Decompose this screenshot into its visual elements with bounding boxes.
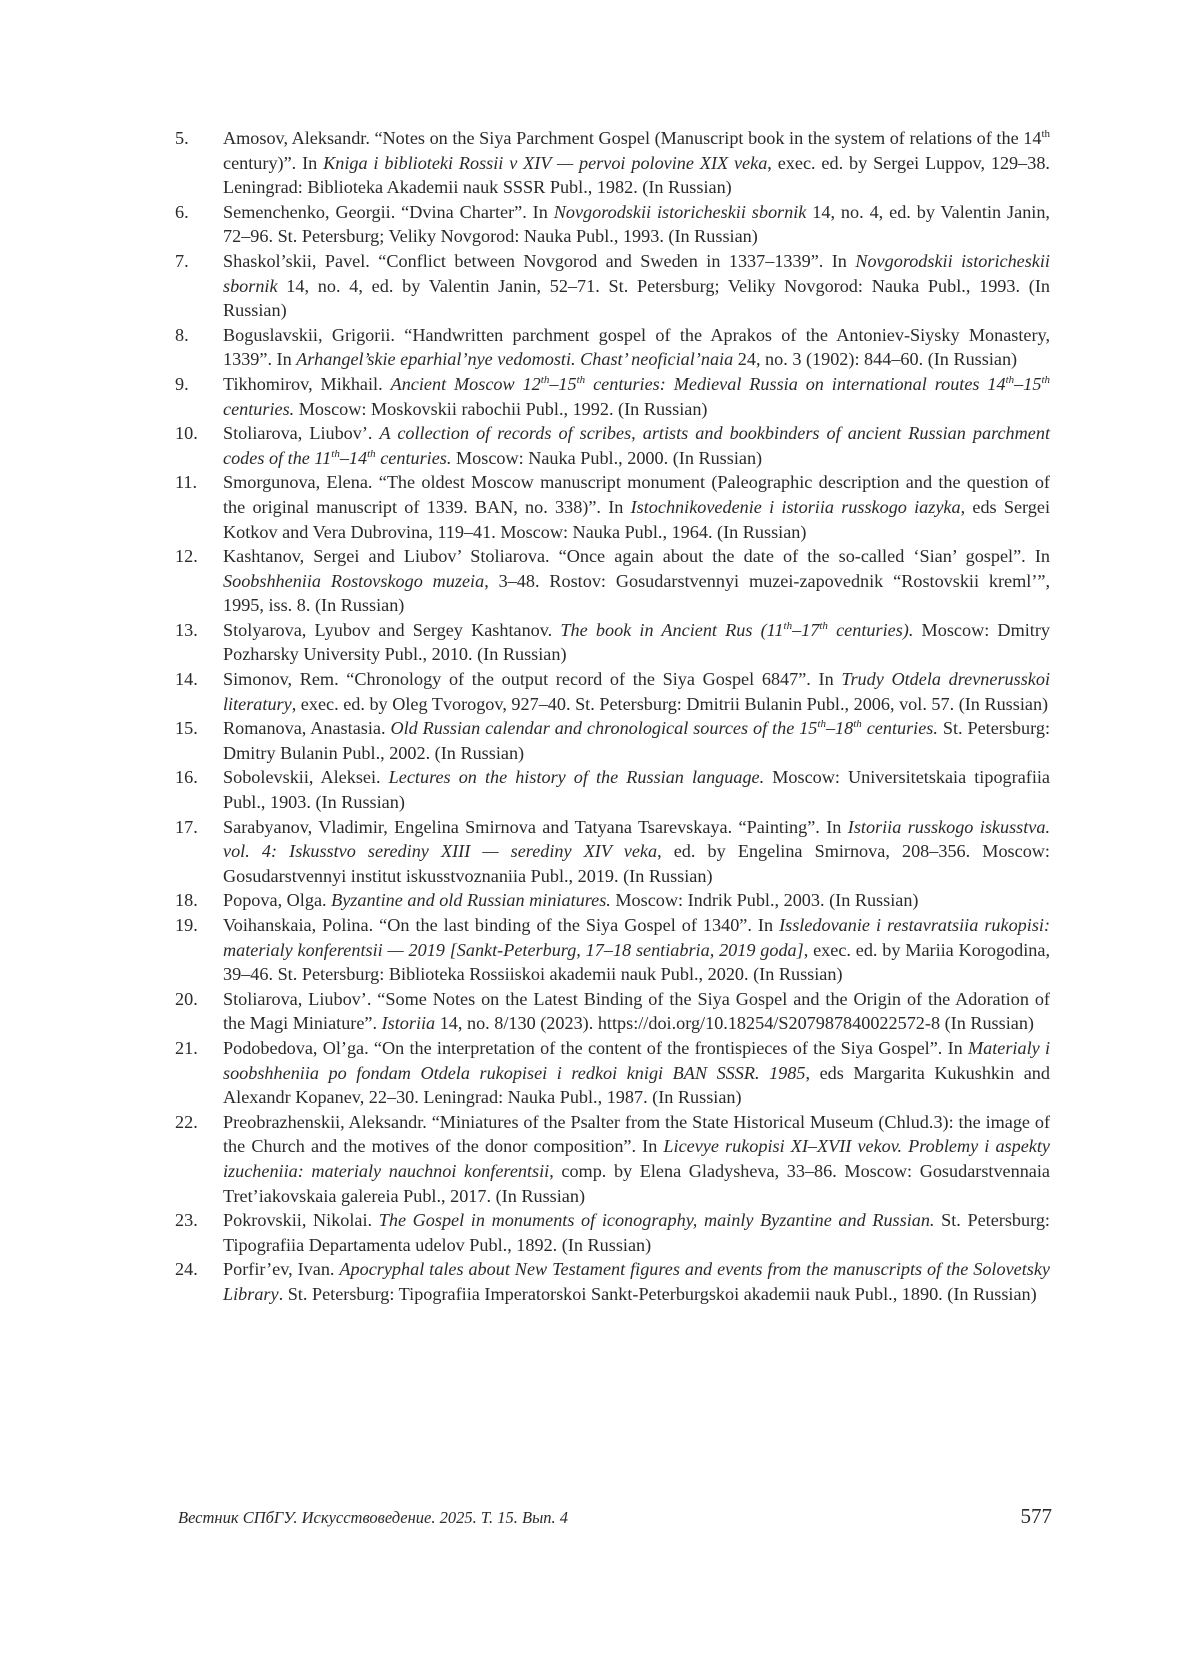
text-segment: Sarabyanov, Vladimir, Engelina Smirnova and Tatyana Tsarevskaya. “Painting”. In xyxy=(223,816,848,837)
reference-text xyxy=(223,1257,1050,1306)
text-segment: Stoliarova, Liubov’. xyxy=(223,423,380,444)
italic-title: The book in Ancient Rus (11 xyxy=(560,619,784,640)
reference-item xyxy=(175,1110,1050,1208)
superscript-text: th xyxy=(331,447,340,460)
reference-item xyxy=(175,1257,1050,1306)
italic-title: –15 xyxy=(549,373,577,394)
text-segment: Smorgunova, Elena. “The oldest Moscow manuscript monument (Paleographic description and the question of the original manuscript of 1339. BAN, no. 338)”. In xyxy=(223,472,1050,517)
reference-text xyxy=(223,200,1050,249)
italic-title: Licevye rukopisi XI–XVII vekov. Problemy i aspekty izucheniia: materialy nauchnoi konferentsii xyxy=(223,1136,1050,1181)
italic-title: –15 xyxy=(1014,373,1042,394)
superscript xyxy=(331,448,340,460)
text-segment: Moscow: Nauka Publ., 2000. (In Russian) xyxy=(451,447,763,468)
superscript-text: th xyxy=(819,619,828,632)
reference-item xyxy=(175,421,1050,470)
reference-number: 17. xyxy=(175,816,198,837)
reference-item xyxy=(175,888,1050,913)
superscript-text: th xyxy=(783,619,793,632)
reference-item xyxy=(175,470,1050,544)
text-segment: St. Petersburg: Dmitry Bulanin Publ., 2002. (In Russian) xyxy=(223,718,1050,763)
reference-item xyxy=(175,765,1050,814)
text-segment: Podobedova, Ol’ga. “On the interpretation of the content of the frontispieces of the Siya Gospel”. In xyxy=(223,1037,968,1058)
reference-item xyxy=(175,544,1050,618)
reference-item xyxy=(175,323,1050,372)
reference-text xyxy=(223,618,1050,667)
superscript-text: th xyxy=(853,718,862,731)
reference-text xyxy=(223,544,1050,618)
italic-title: Issledovanie i restavratsiia rukopisi: materialy konferentsii — 2019 [Sankt-Peterburg, 17–18 sentiabria, 2019 goda] xyxy=(223,915,1051,960)
italic-title: centuries. xyxy=(861,718,938,739)
reference-text xyxy=(223,888,1050,913)
text-segment: 14, no. 4, ed. by Valentin Janin, 72–96. St. Petersburg; Veliky Novgorod: Nauka Publ., 1993. (In Russian) xyxy=(223,201,1050,247)
text-segment: 14, no. 4, ed. by Valentin Janin, 52–71. St. Petersburg; Veliky Novgorod: Nauka Publ., 1993. (In Russian) xyxy=(223,275,1050,321)
reference-number: 20. xyxy=(175,988,198,1009)
italic-title: Lectures on the history of the Russian language. xyxy=(388,767,765,788)
italic-title: centuries). xyxy=(827,619,914,640)
text-segment: Sobolevskii, Aleksei. xyxy=(223,767,389,788)
reference-number: 8. xyxy=(175,324,189,345)
reference-number: 24. xyxy=(175,1259,198,1280)
reference-number: 18. xyxy=(175,890,198,911)
superscript xyxy=(577,374,586,386)
italic-title: Istoriia russkogo iskusstva. vol. 4: Iskusstvo serediny XIII — serediny XIV veka xyxy=(223,816,1050,862)
text-segment: , comp. by Elena Gladysheva, 33–86. Moscow: Gosudarstvennaia Tret’iakovskaia galereia Publ., 2017. (In Russian) xyxy=(223,1160,1051,1206)
reference-text xyxy=(223,667,1050,716)
text-segment: , eds Margarita Kukushkin and Alexandr Kopanev, 22–30. Leningrad: Nauka Publ., 1987. (In Russian) xyxy=(223,1062,1050,1108)
reference-number: 9. xyxy=(175,373,189,394)
text-segment: , eds Sergei Kotkov and Vera Dubrovina, 119–41. Moscow: Nauka Publ., 1964. (In Russian) xyxy=(223,496,1050,542)
reference-item xyxy=(175,913,1050,987)
superscript xyxy=(853,718,862,730)
italic-title: Old Russian calendar and chronological sources of the 15 xyxy=(390,718,818,739)
italic-title: Arhangel’skie eparhial’nye vedomosti. Chast’ neoficial’naia xyxy=(296,349,734,370)
reference-number: 13. xyxy=(175,619,198,640)
reference-number: 21. xyxy=(175,1037,198,1058)
text-segment: Moscow: Dmitry Pozharsky University Publ., 2010. (In Russian) xyxy=(223,619,1050,665)
reference-item xyxy=(175,1208,1050,1257)
text-segment: Voihanskaia, Polina. “On the last binding of the Siya Gospel of 1340”. In xyxy=(223,915,780,935)
reference-text xyxy=(223,1208,1050,1257)
italic-title: Kniga i biblioteki Rossii v XIV — pervoi polovine XIX veka xyxy=(323,152,768,173)
text-segment: Popova, Olga. xyxy=(223,890,332,911)
reference-number: 5. xyxy=(175,128,189,148)
reference-text xyxy=(223,470,1050,544)
italic-title: –14 xyxy=(339,447,368,468)
reference-text xyxy=(223,815,1050,889)
reference-text xyxy=(223,323,1050,372)
text-segment: Porfir’ev, Ivan. xyxy=(223,1259,340,1280)
text-segment: 24, no. 3 (1902): 844–60. (In Russian) xyxy=(733,349,1018,370)
italic-title: Apocryphal tales about New Testament figures and events from the manuscripts of the Solovetsky Library xyxy=(223,1259,1050,1304)
reference-text xyxy=(223,126,1050,200)
reference-number: 22. xyxy=(175,1111,198,1132)
text-segment: , ed. by Engelina Smirnova, 208–356. Moscow: Gosudarstvennyi institut iskusstvoznaniia Publ., 2019. (In Russian) xyxy=(223,841,1050,886)
superscript xyxy=(1041,374,1050,386)
italic-title: Soobshheniia Rostovskogo muzeia xyxy=(223,570,485,591)
text-segment: Moscow: Indrik Publ., 2003. (In Russian) xyxy=(610,890,919,911)
superscript-text: th xyxy=(576,373,586,386)
reference-number: 6. xyxy=(175,201,189,222)
text-segment: Pokrovskii, Nikolai. xyxy=(223,1210,379,1231)
superscript-text: th xyxy=(540,373,550,386)
superscript-text: th xyxy=(367,447,376,460)
italic-title: A collection of records of scribes, artists and bookbinders of ancient Russian parchment codes of the 11 xyxy=(223,423,1050,468)
reference-item xyxy=(175,126,1050,200)
superscript-text: th xyxy=(1041,127,1050,140)
text-segment: Shaskol’skii, Pavel. “Conflict between Novgorod and Sweden in 1337–1339”. In xyxy=(223,250,856,271)
reference-number: 15. xyxy=(175,718,198,739)
reference-number: 14. xyxy=(175,669,198,690)
text-segment: Tikhomirov, Mikhail. xyxy=(223,373,391,394)
italic-title: centuries: Medieval Russia on international routes 14 xyxy=(585,373,1006,394)
text-segment: Romanova, Anastasia. xyxy=(223,718,391,739)
reference-item xyxy=(175,815,1050,889)
italic-title: Materialy i soobshheniia po fondam Otdela rukopisei i redkoi knigi BAN SSSR. 1985 xyxy=(223,1037,1050,1083)
text-segment: Moscow: Moskovskii rabochii Publ., 1992. (In Russian) xyxy=(294,398,708,419)
reference-text xyxy=(223,987,1050,1036)
reference-text xyxy=(223,1036,1050,1110)
italic-title: centuries. xyxy=(375,447,452,468)
reference-text xyxy=(223,1110,1050,1208)
superscript xyxy=(819,620,828,632)
text-segment: century)”. In xyxy=(223,152,324,173)
italic-title: Trudy Otdela drevnerusskoi literatury xyxy=(223,669,1050,714)
reference-text xyxy=(223,421,1050,470)
italic-title: –18 xyxy=(825,718,854,739)
text-segment: , exec. ed. by Sergei Luppov, 129–38. Leningrad: Biblioteka Akademii nauk SSSR Publ., 1982. (In Russian) xyxy=(223,152,1050,198)
text-segment: Moscow: Universitetskaia tipografiia Publ., 1903. (In Russian) xyxy=(223,767,1050,813)
text-segment: 14, no. 8/130 (2023). https://doi.org/10.18254/S207987840022572-8 (In Russian) xyxy=(435,1013,1034,1034)
page-number: 577 xyxy=(1020,1504,1052,1528)
superscript-text: th xyxy=(1005,373,1015,386)
reference-number: 10. xyxy=(175,423,198,444)
reference-text xyxy=(223,716,1050,765)
italic-title: Novgorodskii istoricheskii sbornik xyxy=(223,250,1050,296)
text-segment: , exec. ed. by Mariia Korogodina, 39–46. St. Petersburg: Biblioteka Rossiiskoi akademii nauk Publ., 2020. (In Russian) xyxy=(223,939,1050,985)
reference-list-page xyxy=(175,126,1050,1307)
journal-running-title: Вестник СПбГУ. Искусствоведение. 2025. Т. 15. Вып. 4 xyxy=(178,1508,569,1527)
italic-title: The Gospel in monuments of iconography, mainly Byzantine and Russian. xyxy=(378,1210,935,1231)
text-segment: , 3–48. Rostov: Gosudarstvennyi muzei-zapovednik “Rostovskii kreml’”, 1995, iss. 8. (In Russian) xyxy=(223,570,1050,616)
reference-item xyxy=(175,987,1050,1036)
text-segment: St. Petersburg: Tipografiia Departamenta udelov Publ., 1892. (In Russian) xyxy=(223,1210,1050,1255)
text-segment: Semenchenko, Georgii. “Dvina Charter”. In xyxy=(223,201,554,222)
superscript-text: th xyxy=(817,718,826,731)
reference-number: 23. xyxy=(175,1210,198,1231)
italic-title: –17 xyxy=(792,619,820,640)
reference-number: 11. xyxy=(175,472,198,493)
text-segment: Simonov, Rem. “Chronology of the output record of the Siya Gospel 6847”. In xyxy=(223,669,842,690)
italic-title: Istoriia xyxy=(381,1013,436,1034)
reference-item xyxy=(175,1036,1050,1110)
superscript-text: th xyxy=(1041,373,1050,386)
text-segment: Stoliarova, Liubov’. “Some Notes on the Latest Binding of the Siya Gospel and the Origin of the Adoration of the Magi Miniature”. xyxy=(223,988,1050,1034)
italic-title: centuries. xyxy=(223,398,295,419)
superscript xyxy=(784,620,793,632)
reference-list xyxy=(175,126,1050,1307)
reference-item xyxy=(175,716,1050,765)
text-segment: . St. Petersburg: Tipografiia Imperatorskoi Sankt-Peterburgskoi akademii nauk Publ., 1890. (In Russian) xyxy=(278,1283,1037,1304)
text-segment: Kashtanov, Sergei and Liubov’ Stoliarova. “Once again about the date of the so-called ‘Sian’ gospel”. In xyxy=(223,546,1050,567)
italic-title: Byzantine and old Russian miniatures. xyxy=(331,890,611,911)
reference-item xyxy=(175,667,1050,716)
reference-number: 19. xyxy=(175,915,198,935)
text-segment: Boguslavskii, Grigorii. “Handwritten parchment gospel of the Aprakos of the Antoniev-Siysky Monastery, 1339”. In xyxy=(223,324,1050,370)
text-segment: Preobrazhenskii, Aleksandr. “Miniatures of the Psalter from the State Historical Museum (Chlud.3): the image of the Church and the motives of the donor composition”. In xyxy=(223,1111,1050,1157)
italic-title: Ancient Moscow 12 xyxy=(390,373,541,394)
reference-number: 12. xyxy=(175,546,198,567)
reference-number: 16. xyxy=(175,767,198,788)
italic-title: Novgorodskii istoricheskii sbornik xyxy=(553,201,807,222)
reference-text xyxy=(223,249,1050,323)
superscript xyxy=(367,448,376,460)
page-footer xyxy=(178,1504,1052,1529)
italic-title: Istochnikovedenie i istoriia russkogo iazyka xyxy=(630,496,961,517)
text-segment: , exec. ed. by Oleg Tvorogov, 927–40. St. Petersburg: Dmitrii Bulanin Publ., 2006, vol. 57. (In Russian) xyxy=(291,693,1049,714)
superscript xyxy=(817,718,826,730)
reference-item xyxy=(175,200,1050,249)
reference-item xyxy=(175,618,1050,667)
reference-item xyxy=(175,249,1050,323)
superscript xyxy=(1006,374,1015,386)
reference-item xyxy=(175,372,1050,421)
reference-number: 7. xyxy=(175,250,189,271)
reference-text xyxy=(223,913,1050,987)
reference-text xyxy=(223,765,1050,814)
text-segment: Stolyarova, Lyubov and Sergey Kashtanov. xyxy=(223,619,561,640)
reference-text xyxy=(223,372,1050,421)
text-segment: Amosov, Aleksandr. “Notes on the Siya Parchment Gospel (Manuscript book in the system of relations of the 14 xyxy=(223,128,1042,148)
